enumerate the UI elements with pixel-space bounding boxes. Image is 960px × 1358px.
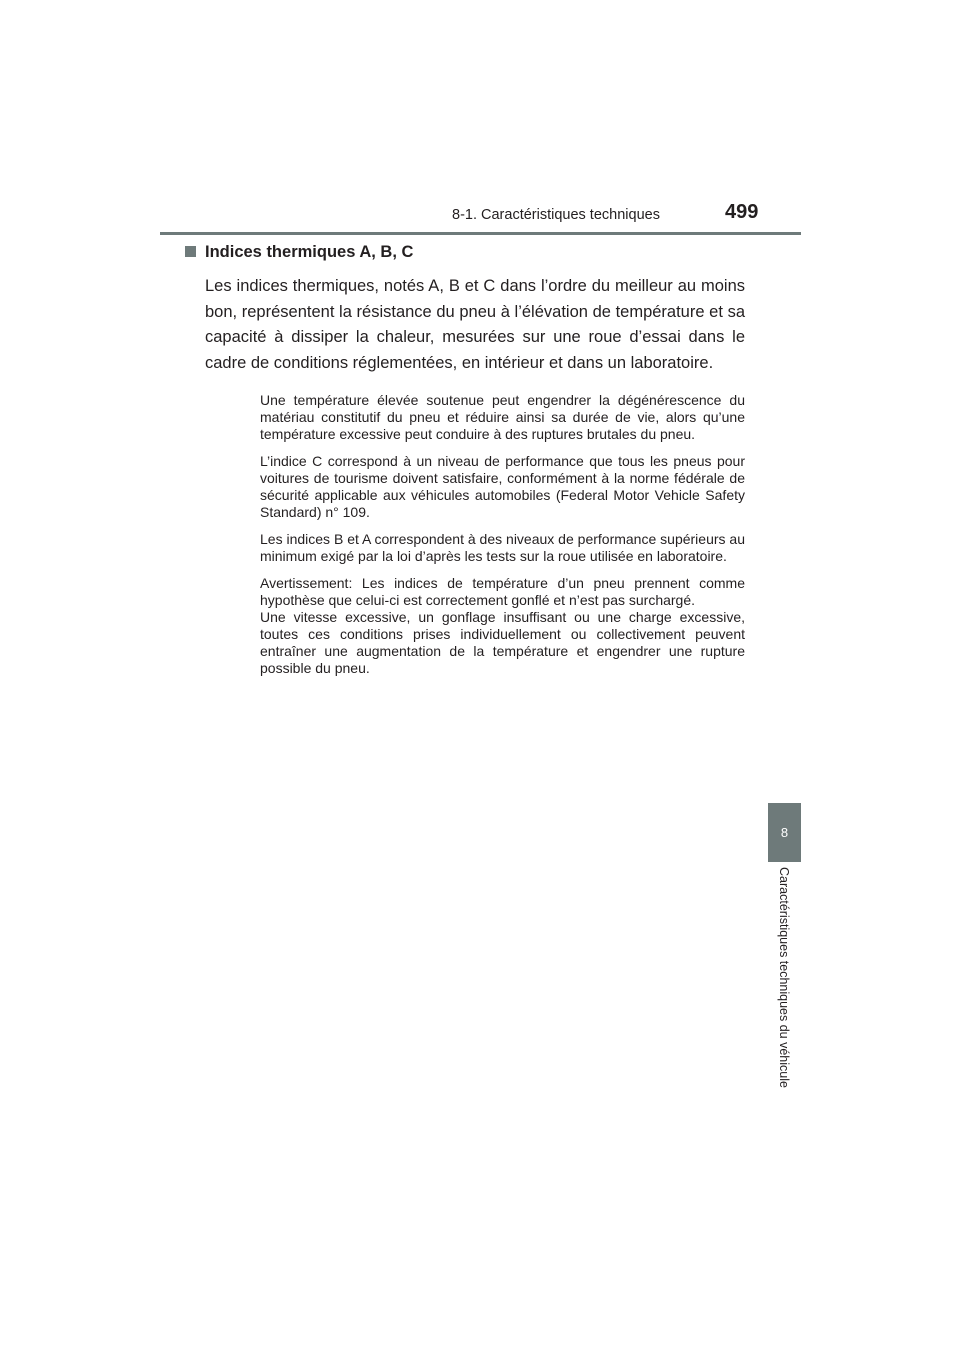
warning-line-1: Avertissement: Les indices de température d’un pneu prennent comme hypothèse que celui-ci est correctement gonflé et n’est pas surchargé. <box>260 575 745 608</box>
warning-line-2: Une vitesse excessive, un gonflage insuffisant ou une charge excessive, toutes ces conditions prises individuellement ou collectivement peuvent entraîner une augmentation de la température et engendrer une rupture possible du pneu. <box>260 609 745 676</box>
section-intro: Les indices thermiques, notés A, B et C dans l’ordre du meilleur au moins bon, représentent la résistance du pneu à l’élévation de température et sa capacité à dissiper la chaleur, mesurées sur une roue d’essai dans le cadre de conditions réglementées, en intérieur et dans un laboratoire. <box>205 277 745 372</box>
page-content <box>205 240 745 687</box>
section-title: Indices thermiques A, B, C <box>205 243 414 261</box>
header-section-title: 8-1. Caractéristiques techniques <box>452 207 660 223</box>
section-heading <box>205 240 745 264</box>
chapter-title-vertical <box>769 867 799 1099</box>
chapter-number: 8 <box>780 825 789 840</box>
chapter-tab <box>768 803 801 862</box>
header-rule <box>160 232 801 235</box>
warning-note <box>260 575 745 677</box>
note-item: Une température élevée soutenue peut engendrer la dégénérescence du matériau constitutif du pneu et réduire ainsi sa durée de vie, alors qu’une température excessive peut conduire à des ruptures brutales du pneu. <box>260 392 745 442</box>
note-item: L’indice C correspond à un niveau de performance que tous les pneus pour voitures de tourisme doivent satisfaire, conformément à la norme fédérale de sécurité applicable aux véhicules automobiles (Federal Motor Vehicle Safety Standard) n° 109. <box>260 453 745 520</box>
note-item: Les indices B et A correspondent à des niveaux de performance supérieurs au minimum exigé par la loi d’après les tests sur la roue utilisée en laboratoire. <box>260 531 745 564</box>
square-bullet-icon <box>185 246 196 257</box>
page-number: 499 <box>725 201 759 223</box>
chapter-title: Caractéristiques techniques du véhicule <box>777 867 791 1088</box>
notes-list <box>205 392 745 677</box>
